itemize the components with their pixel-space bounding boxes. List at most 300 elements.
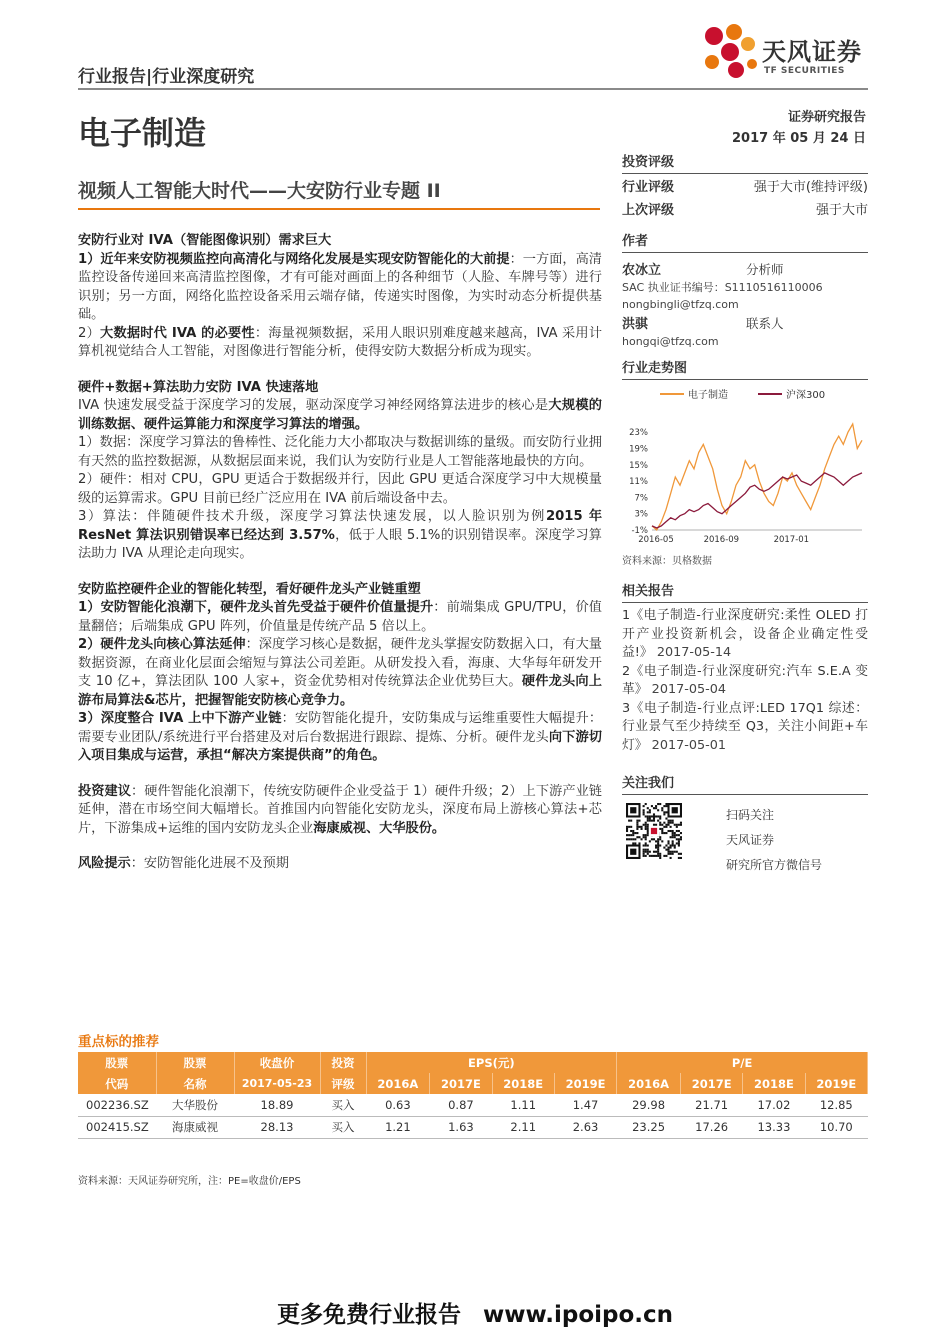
- section-1-para-2: [78, 325, 602, 362]
- qr-module: [659, 838, 661, 840]
- author-1-name: 农冰立: [622, 263, 662, 278]
- qr-module: [651, 820, 653, 822]
- section-3-para-3: [78, 710, 602, 766]
- qr-module: [663, 855, 665, 857]
- qr-module: [638, 826, 640, 828]
- x-tick-label: 2016-05: [638, 535, 674, 545]
- qr-module: [643, 855, 645, 857]
- qr-module: [632, 842, 634, 844]
- qr-module: [649, 840, 651, 842]
- qr-module: [657, 842, 659, 844]
- qr-module: [645, 834, 647, 836]
- row-name: 海康威视: [156, 1116, 234, 1138]
- s3-p2-text: ：深度学习核心是数据，硬件龙头掌握安防数据入口，有大量数据资源，在商业化层面会缩短与算法公司差距。从研发投入看，海康、大华每年研发开支 10 亿+，算法团队 100 人家+，资金优势相对传统算法企业优势巨大。: [78, 637, 602, 689]
- qr-module: [645, 849, 647, 851]
- author-1-cert: SAC 执业证书编号：S1110516110006: [622, 281, 823, 294]
- qr-module: [659, 818, 661, 820]
- related-section: [622, 580, 868, 755]
- author-title: 作者: [622, 230, 868, 253]
- qr-module: [676, 838, 678, 840]
- qr-module: [674, 851, 676, 853]
- prev-rating-value: 强于大市: [815, 203, 868, 218]
- qr-module: [636, 828, 638, 830]
- qr-code-icon[interactable]: [626, 803, 682, 859]
- report-date: 2017 年 05 月 24 日: [732, 131, 866, 146]
- qr-module: [641, 826, 643, 828]
- qr-module: [670, 853, 672, 855]
- qr-module: [678, 853, 680, 855]
- qr-module: [659, 844, 661, 846]
- y-tick-label: 11%: [629, 477, 648, 488]
- qr-module: [659, 853, 661, 855]
- qr-module: [657, 853, 659, 855]
- s3-p1-text: ：前端集成 GPU/TPU，价值量翻倍；后端集成 GPU 阵列，价值量是传统产品 5 倍以上。: [78, 600, 602, 634]
- qr-module: [647, 828, 649, 830]
- r3-date: 2017-05-01: [651, 737, 727, 753]
- th-eps-y3: 2018E: [492, 1073, 554, 1094]
- qr-module: [628, 838, 630, 840]
- qr-module: [670, 836, 672, 838]
- qr-module: [680, 822, 682, 824]
- qr-module: [674, 836, 676, 838]
- qr-module: [643, 851, 645, 853]
- r2-text: 2《电子制造-行业深度研究:汽车 S.E.A 变革》: [622, 663, 868, 697]
- rating-label: 行业评级: [622, 180, 675, 195]
- qr-module: [626, 826, 628, 828]
- qr-module: [645, 844, 647, 846]
- qr-module: [667, 849, 669, 851]
- qr-module: [626, 828, 628, 830]
- row-price: 18.89: [234, 1094, 320, 1116]
- qr-module: [678, 840, 680, 842]
- follow-title: 关注我们: [622, 772, 868, 795]
- row-name: 大华股份: [156, 1094, 234, 1116]
- row-eps: 1.63: [430, 1116, 492, 1138]
- qr-module: [678, 824, 680, 826]
- qr-module: [647, 830, 649, 832]
- qr-module: [657, 849, 659, 851]
- th-code-2: 代码: [78, 1073, 156, 1094]
- qr-module: [672, 853, 674, 855]
- s1-p2-pre: 2）: [78, 325, 101, 341]
- qr-module: [680, 838, 682, 840]
- qr-module: [672, 836, 674, 838]
- section-2-para-1: [78, 397, 602, 434]
- qr-module: [655, 805, 657, 807]
- qr-module: [665, 811, 667, 813]
- qr-module: [630, 807, 636, 813]
- qr-module: [645, 803, 647, 805]
- s3-p3-text: ：安防智能化提升，安防集成与运维重要性大幅提升：需要专业团队/系统进行平台搭建及对后台数据进行跟踪、提炼、分析。硬件龙头: [78, 711, 603, 745]
- qr-module: [663, 832, 665, 834]
- row-eps: 1.21: [366, 1116, 430, 1138]
- s3-p3-bold: 3）深度整合 IVA 上中下游产业链: [78, 711, 282, 726]
- qr-module: [674, 847, 676, 849]
- footer-banner: [0, 1296, 950, 1329]
- row-rating: 买入: [320, 1094, 366, 1116]
- qr-module: [630, 838, 632, 840]
- qr-module: [653, 813, 655, 815]
- qr-module: [651, 815, 653, 817]
- related-report-2[interactable]: [622, 663, 868, 700]
- inv-text: ：硬件智能化浪潮下，传统安防硬件企业受益于 1）硬件升级；2）上下游产业链延伸，潜在市场空间大幅增长。首推国内向智能化安防龙头，深度布局上游核心算法+芯片，下游集成+运维的国内安防龙头企业: [78, 783, 602, 836]
- qr-module: [663, 813, 665, 815]
- qr-module: [653, 855, 655, 857]
- qr-module: [672, 844, 674, 846]
- qr-module: [659, 815, 661, 817]
- author-section: [622, 230, 868, 350]
- qr-module: [670, 844, 672, 846]
- qr-module: [643, 853, 645, 855]
- rating-section: [622, 151, 868, 222]
- row-pe: 12.85: [805, 1094, 867, 1116]
- author-1: [622, 261, 868, 313]
- qr-module: [636, 820, 638, 822]
- qr-module: [659, 855, 661, 857]
- report-type: 行业报告|行业深度研究: [78, 67, 255, 87]
- qr-module: [647, 818, 649, 820]
- qr-module: [676, 824, 678, 826]
- author-2-email[interactable]: hongqi@tfzq.com: [622, 335, 719, 348]
- y-tick-label: 15%: [629, 460, 648, 471]
- author-2-role: 联系人: [746, 316, 784, 331]
- follow-row: [622, 803, 868, 878]
- qr-module: [655, 844, 657, 846]
- qr-module: [667, 851, 669, 853]
- y-tick-label: 3%: [634, 509, 648, 520]
- qr-module: [649, 818, 651, 820]
- row-eps: 1.47: [554, 1094, 616, 1116]
- qr-module: [643, 836, 645, 838]
- qr-module: [645, 842, 647, 844]
- related-report-1[interactable]: [622, 607, 868, 663]
- qr-module: [678, 838, 680, 840]
- qr-module: [653, 838, 655, 840]
- qr-module: [674, 844, 676, 846]
- prev-rating-row: [622, 199, 868, 222]
- qr-module: [636, 832, 638, 834]
- qr-module: [634, 842, 636, 844]
- qr-module: [643, 813, 645, 815]
- legend-label: 沪深300: [786, 390, 826, 401]
- qr-module: [643, 849, 645, 851]
- report-body: [78, 232, 602, 874]
- qr-module: [676, 851, 678, 853]
- qr-module: [649, 811, 651, 813]
- qr-module: [670, 830, 672, 832]
- row-eps: 0.63: [366, 1094, 430, 1116]
- row-code: 002415.SZ: [78, 1116, 156, 1138]
- qr-module: [659, 836, 661, 838]
- qr-module: [667, 842, 669, 844]
- row-rating: 买入: [320, 1116, 366, 1138]
- qr-module: [676, 834, 678, 836]
- qr-module: [651, 855, 653, 857]
- s2-p4-bold: 2015 年 ResNet 算法识别错误率已经达到 3.57%: [78, 509, 603, 543]
- qr-module: [630, 830, 632, 832]
- qr-module: [672, 807, 678, 813]
- qr-module: [647, 844, 649, 846]
- th-code-1: 股票: [78, 1052, 156, 1073]
- qr-module: [665, 849, 667, 851]
- qr-module: [659, 803, 661, 805]
- rating-title: 投资评级: [622, 151, 868, 174]
- qr-module: [659, 828, 661, 830]
- qr-module: [665, 805, 667, 807]
- qr-module: [657, 847, 659, 849]
- qr-module: [663, 826, 665, 828]
- qr-module: [653, 851, 655, 853]
- qr-module: [661, 809, 663, 811]
- risk-warning: [78, 855, 602, 874]
- title-underline: [78, 208, 600, 210]
- th-rate-2: 评级: [320, 1073, 366, 1094]
- table-title: 重点标的推荐: [78, 1034, 159, 1050]
- row-pe: 29.98: [617, 1094, 681, 1116]
- qr-module: [643, 805, 645, 807]
- risk-label: 风险提示: [78, 856, 131, 871]
- qr-module: [674, 824, 676, 826]
- header-divider: [78, 88, 868, 90]
- qr-module: [628, 820, 630, 822]
- qr-module: [680, 824, 682, 826]
- follow-section: [622, 772, 868, 878]
- qr-module: [628, 834, 630, 836]
- qr-module: [657, 844, 659, 846]
- qr-module: [638, 836, 640, 838]
- qr-module: [632, 830, 634, 832]
- s1-p2-text: ：海量视频数据，采用人眼识别难度越来越高，IVA 采用计算机视觉结合人工智能，对图像进行智能分析，使得安防大数据分析成为现实。: [78, 325, 603, 359]
- qr-module: [636, 824, 638, 826]
- qr-module: [630, 849, 636, 855]
- qr-module: [661, 832, 663, 834]
- qr-module: [653, 824, 655, 826]
- qr-module: [649, 851, 651, 853]
- qr-module: [653, 807, 655, 809]
- qr-module: [678, 842, 680, 844]
- qr-module: [636, 836, 638, 838]
- qr-module: [667, 830, 669, 832]
- qr-module: [630, 820, 632, 822]
- qr-module: [670, 847, 672, 849]
- qr-module: [672, 830, 674, 832]
- qr-module: [647, 820, 649, 822]
- table-row: [78, 1094, 868, 1116]
- qr-module: [676, 842, 678, 844]
- risk-text: ：安防智能化进展不及预期: [130, 856, 289, 871]
- qr-module: [657, 840, 659, 842]
- qr-module: [647, 832, 649, 834]
- r3-text: 3《电子制造-行业点评:LED 17Q1 综述：行业景气至少持续至 Q3，关注小间距+车灯》: [622, 700, 868, 753]
- th-name-1: 股票: [156, 1052, 234, 1073]
- qr-module: [663, 811, 665, 813]
- qr-module: [647, 849, 649, 851]
- row-pe: 23.25: [617, 1116, 681, 1138]
- inv-bold: 海康威视、大华股份。: [313, 820, 446, 836]
- qr-module: [630, 834, 632, 836]
- qr-module: [667, 847, 669, 849]
- th-pe-y2: 2017E: [680, 1073, 742, 1094]
- author-2: [622, 315, 868, 350]
- th-pe-y1: 2016A: [617, 1073, 681, 1094]
- series-line: [652, 473, 862, 528]
- qr-module: [651, 828, 657, 834]
- investment-advice: [78, 783, 602, 839]
- author-1-email[interactable]: nongbingli@tfzq.com: [622, 298, 739, 311]
- qr-module: [632, 832, 634, 834]
- x-tick-label: 2016-09: [703, 535, 740, 545]
- row-price: 28.13: [234, 1116, 320, 1138]
- s3-p3-bold2: 向下游切入项目集成与运营，承担“解决方案提供商”的角色。: [78, 729, 602, 763]
- related-title: 相关报告: [622, 580, 868, 603]
- follow-line-1: 扫码关注: [726, 808, 775, 822]
- qr-module: [667, 853, 669, 855]
- qr-module: [661, 828, 663, 830]
- qr-module: [657, 815, 659, 817]
- rating-value: 强于大市(维持评级): [753, 180, 868, 195]
- qr-module: [665, 855, 667, 857]
- qr-module: [659, 822, 661, 824]
- row-eps: 2.63: [554, 1116, 616, 1138]
- section-1-para-1: [78, 251, 602, 325]
- qr-module: [678, 844, 680, 846]
- author-2-name: 洪骐: [622, 317, 649, 332]
- row-eps: 0.87: [430, 1094, 492, 1116]
- related-report-3[interactable]: [622, 700, 868, 756]
- qr-module: [655, 807, 657, 809]
- s2-p1-bold: 大规模的训练数据、硬件运算能力和深度学习算法的增强。: [78, 398, 602, 432]
- qr-module: [670, 822, 672, 824]
- qr-module: [670, 826, 672, 828]
- qr-module: [657, 855, 659, 857]
- qr-module: [672, 840, 674, 842]
- th-eps: EPS(元): [366, 1052, 617, 1073]
- logo-flower-icon: [700, 22, 760, 80]
- qr-module: [645, 851, 647, 853]
- qr-module: [649, 815, 651, 817]
- follow-line-3: 研究所官方微信号: [726, 858, 823, 872]
- s1-p2-bold: 大数据时代 IVA 的必要性: [100, 325, 255, 341]
- logo-text-cn: 天风证券: [762, 38, 862, 66]
- qr-module: [645, 855, 647, 857]
- footer-url[interactable]: www.ipoipo.cn: [482, 1302, 674, 1328]
- qr-module: [645, 838, 647, 840]
- y-tick-label: 23%: [629, 428, 648, 439]
- qr-module: [655, 847, 657, 849]
- qr-module: [626, 834, 628, 836]
- qr-module: [626, 830, 628, 832]
- qr-module: [655, 824, 657, 826]
- qr-module: [645, 826, 647, 828]
- qr-module: [657, 803, 659, 805]
- row-code: 002236.SZ: [78, 1094, 156, 1116]
- qr-module: [645, 822, 647, 824]
- qr-module: [657, 820, 659, 822]
- section-2-para-4: [78, 508, 602, 564]
- section-2-title: 硬件+数据+算法助力安防 IVA 快速落地: [78, 379, 319, 395]
- th-price-1: 收盘价: [234, 1052, 320, 1073]
- qr-module: [653, 818, 655, 820]
- qr-module: [655, 840, 657, 842]
- qr-module: [672, 822, 674, 824]
- qr-module: [676, 826, 678, 828]
- qr-module: [647, 824, 649, 826]
- qr-module: [647, 811, 649, 813]
- s3-p2-bold: 2）硬件龙头向核心算法延伸: [78, 637, 246, 652]
- qr-module: [649, 855, 651, 857]
- qr-module: [647, 834, 649, 836]
- qr-module: [678, 830, 680, 832]
- qr-module: [645, 836, 647, 838]
- qr-module: [667, 822, 669, 824]
- qr-module: [655, 855, 657, 857]
- th-name-2: 名称: [156, 1073, 234, 1094]
- qr-module: [659, 824, 661, 826]
- qr-module: [655, 815, 657, 817]
- qr-module: [653, 820, 655, 822]
- rating-row: [622, 176, 868, 199]
- qr-module: [665, 824, 667, 826]
- section-3-title: 安防监控硬件企业的智能化转型，看好硬件龙头产业链重塑: [78, 581, 421, 597]
- qr-module: [638, 842, 640, 844]
- qr-module: [670, 851, 672, 853]
- th-eps-y4: 2019E: [554, 1073, 616, 1094]
- y-tick-label: -1%: [631, 526, 648, 536]
- qr-module: [645, 815, 647, 817]
- qr-module: [643, 834, 645, 836]
- qr-module: [665, 826, 667, 828]
- qr-module: [667, 840, 669, 842]
- y-tick-label: 7%: [634, 493, 648, 504]
- qr-module: [643, 844, 645, 846]
- qr-module: [661, 840, 663, 842]
- qr-module: [659, 857, 661, 859]
- inv-label: 投资建议: [78, 783, 131, 799]
- row-pe: 10.70: [805, 1116, 867, 1138]
- qr-module: [638, 820, 640, 822]
- qr-module: [632, 834, 634, 836]
- qr-module: [678, 857, 680, 859]
- footer-text: 更多免费行业报告: [276, 1302, 461, 1328]
- row-pe: 21.71: [680, 1094, 742, 1116]
- qr-module: [655, 851, 657, 853]
- table-source: 资料来源：天风证券研究所，注：PE=收盘价/EPS: [78, 1176, 301, 1187]
- qr-module: [672, 832, 674, 834]
- th-eps-y1: 2016A: [366, 1073, 430, 1094]
- recommendation-table: [78, 1052, 868, 1139]
- qr-module: [657, 809, 659, 811]
- qr-module: [667, 824, 669, 826]
- qr-module: [647, 807, 649, 809]
- section-1-title: 安防行业对 IVA（智能图像识别）需求巨大: [78, 233, 332, 248]
- trend-source: 资料来源：贝格数据: [622, 556, 712, 567]
- qr-module: [632, 838, 634, 840]
- qr-module: [678, 834, 680, 836]
- qr-module: [641, 828, 643, 830]
- qr-module: [667, 820, 669, 822]
- qr-module: [665, 832, 667, 834]
- r2-date: 2017-05-04: [651, 682, 727, 697]
- th-pe: P/E: [617, 1052, 868, 1073]
- qr-module: [634, 832, 636, 834]
- qr-module: [647, 826, 649, 828]
- section-2-para-2: 1）数据：深度学习算法的鲁棒性、泛化能力大小都取决与数据训练的量级。而安防行业拥有天然的监控数据源，从数据层面来说，我们认为安防行业是人工智能落地最快的方向。: [78, 435, 602, 469]
- qr-module: [647, 815, 649, 817]
- qr-module: [663, 805, 665, 807]
- trend-chart: [622, 380, 868, 548]
- qr-module: [651, 838, 653, 840]
- qr-module: [643, 824, 645, 826]
